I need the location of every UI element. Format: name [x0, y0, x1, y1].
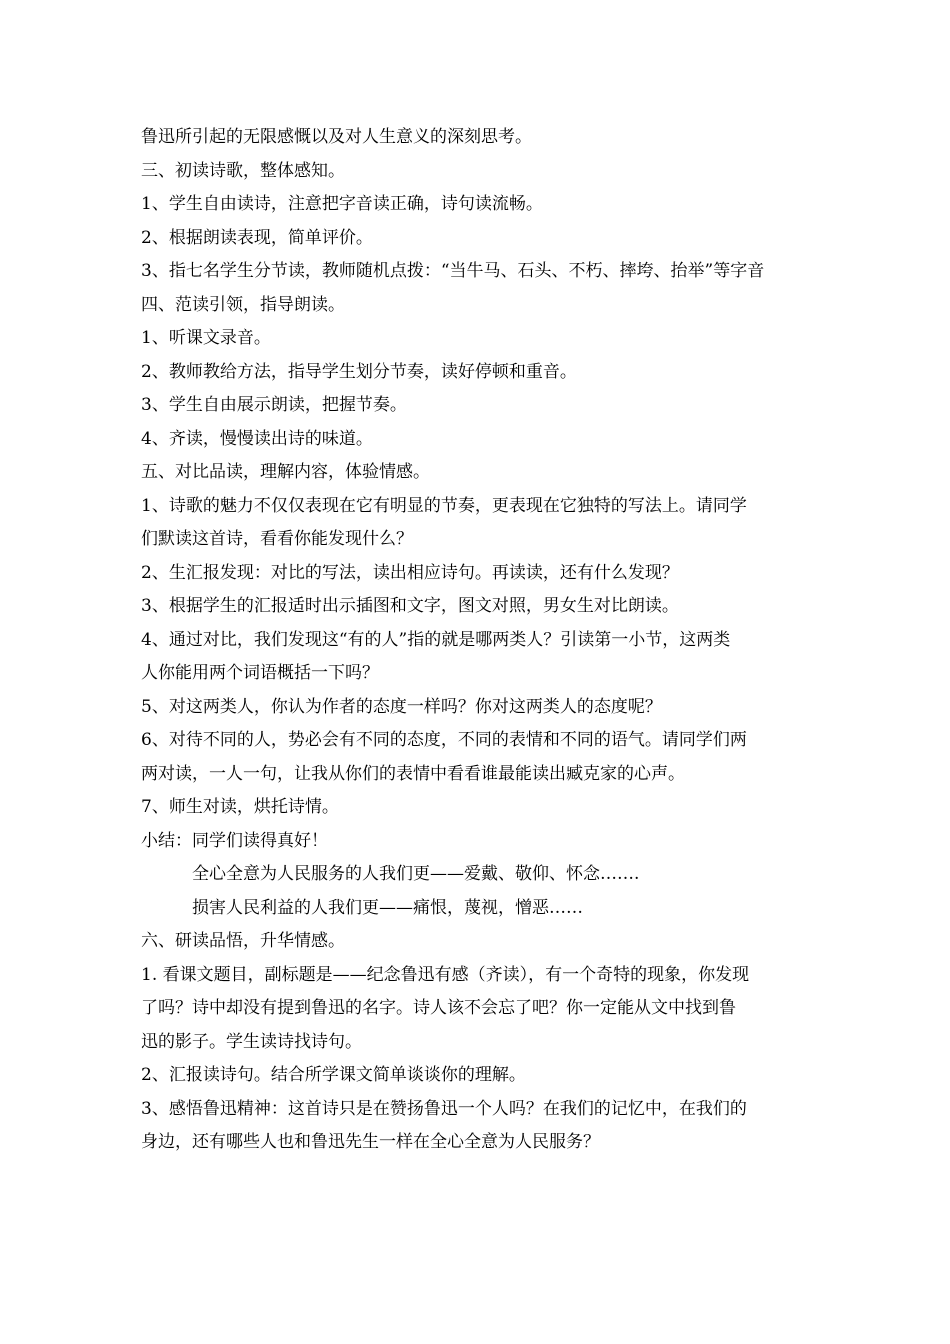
- text-line: 5、对这两类人，你认为作者的态度一样吗？你对这两类人的态度呢？: [141, 696, 662, 717]
- section-heading: 六、研读品悟，升华情感。: [141, 931, 345, 951]
- text-line: 鲁迅所引起的无限感慨以及对人生意义的深刻思考。: [141, 127, 532, 147]
- section-heading: 五、对比品读，理解内容，体验情感。: [141, 462, 430, 482]
- summary-line: 小结：同学们读得真好！: [141, 830, 328, 851]
- text-line: 3、学生自由展示朗读，把握节奏。: [141, 395, 407, 415]
- text-line: 4、通过对比，我们发现这“有的人”指的就是哪两类人？引读第一小节，这两类: [141, 629, 731, 650]
- document-body: [141, 121, 813, 1160]
- text-line: 3、感悟鲁迅精神：这首诗只是在赞扬鲁迅一个人吗？在我们的记忆中，在我们的: [141, 1098, 747, 1119]
- text-line: 3、根据学生的汇报适时出示插图和文字，图文对照，男女生对比朗读。: [141, 596, 679, 616]
- text-line: 2、教师教给方法，指导学生划分节奏，读好停顿和重音。: [141, 361, 577, 382]
- text-line: 2、汇报读诗句。结合所学课文简单谈谈你的理解。: [141, 1065, 526, 1085]
- text-line: 迅的影子。学生读诗找诗句。: [141, 1031, 362, 1052]
- section-heading: 四、范读引领，指导朗读。: [141, 294, 345, 315]
- text-line: 2、根据朗读表现，简单评价。: [141, 227, 373, 248]
- text-line: 1、学生自由读诗，注意把字音读正确，诗句读流畅。: [141, 194, 543, 214]
- text-line: 4、齐读，慢慢读出诗的味道。: [141, 428, 373, 449]
- text-line: 6、对待不同的人，势必会有不同的态度，不同的表情和不同的语气。请同学们两: [141, 730, 747, 750]
- text-line: 3、指七名学生分节读，教师随机点拨：“当牛马、石头、不朽、摔垮、抬举”等字音: [141, 261, 765, 281]
- text-line: 1、诗歌的魅力不仅仅表现在它有明显的节奏，更表现在它独特的写法上。请同学: [141, 495, 747, 516]
- text-line: 身边，还有哪些人也和鲁迅先生一样在全心全意为人民服务？: [141, 1132, 600, 1152]
- indented-line: 全心全意为人民服务的人我们更——爱戴、敬仰、怀念…….: [192, 864, 640, 884]
- text-line: 两对读，一人一句，让我从你们的表情中看看谁最能读出臧克家的心声。: [141, 763, 685, 784]
- text-line: 1. 看课文题目，副标题是——纪念鲁迅有感（齐读），有一个奇特的现象，你发现: [141, 964, 750, 985]
- text-line: 了吗？诗中却没有提到鲁迅的名字。诗人该不会忘了吧？你一定能从文中找到鲁: [141, 998, 736, 1018]
- text-line: 2、生汇报发现：对比的写法，读出相应诗句。再读读，还有什么发现？: [141, 562, 679, 583]
- text-line: 们默读这首诗，看看你能发现什么？: [141, 529, 413, 549]
- section-heading: 三、初读诗歌，整体感知。: [141, 160, 345, 181]
- text-line: 人你能用两个词语概括一下吗？: [141, 663, 379, 683]
- text-line: 7、师生对读，烘托诗情。: [141, 797, 339, 817]
- indented-line: 损害人民利益的人我们更——痛恨，蔑视，憎恶……: [192, 897, 583, 918]
- text-line: 1、听课文录音。: [141, 328, 271, 348]
